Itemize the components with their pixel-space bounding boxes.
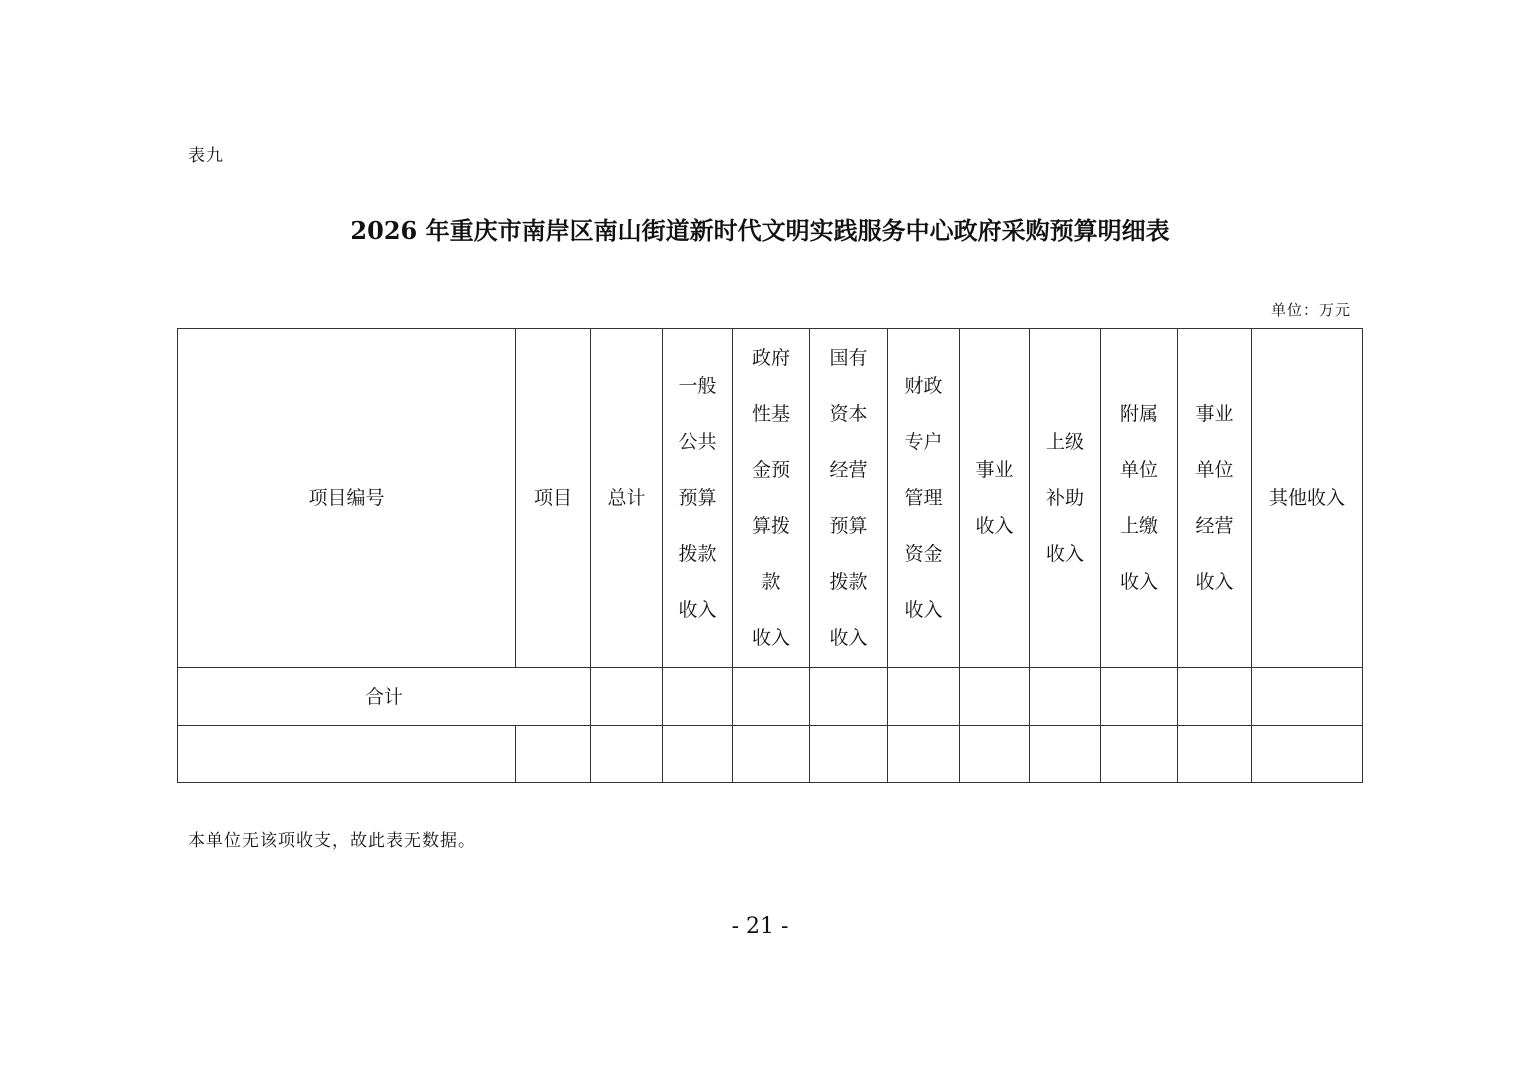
table-header-row xyxy=(178,329,1363,668)
table-cell xyxy=(1030,726,1101,783)
unit-label: 单位：万元 xyxy=(1270,301,1351,319)
table-row xyxy=(178,726,1363,783)
table-cell xyxy=(516,726,591,783)
table-cell xyxy=(733,726,810,783)
table-cell xyxy=(663,726,733,783)
table-cell xyxy=(810,726,888,783)
no-data-note: 本单位无该项收支，故此表无数据。 xyxy=(188,831,476,851)
table-cell xyxy=(960,726,1030,783)
table-cell xyxy=(1030,668,1101,726)
table-cell xyxy=(1101,726,1178,783)
header-general-public-budget: 一般 公共 预算 拨款 收入 xyxy=(663,329,733,668)
document-title: 2026 年重庆市南岸区南山街道新时代文明实践服务中心政府采购预算明细表 xyxy=(350,216,1170,245)
header-superior-subsidy: 上级 补助 收入 xyxy=(1030,329,1101,668)
header-project: 项目 xyxy=(516,329,591,668)
table-cell xyxy=(1178,668,1252,726)
table-number-label: 表九 xyxy=(188,146,224,166)
procurement-budget-table xyxy=(177,328,1363,783)
total-row xyxy=(178,668,1363,726)
header-state-capital-budget: 国有 资本 经营 预算 拨款 收入 xyxy=(810,329,888,668)
table-cell xyxy=(1101,668,1178,726)
table-cell xyxy=(733,668,810,726)
header-total: 总计 xyxy=(591,329,663,668)
header-other-income: 其他收入 xyxy=(1252,329,1363,668)
header-fiscal-special-account: 财政 专户 管理 资金 收入 xyxy=(888,329,960,668)
header-business-income: 事业 收入 xyxy=(960,329,1030,668)
header-operating-income: 事业 单位 经营 收入 xyxy=(1178,329,1252,668)
table-cell xyxy=(888,668,960,726)
table-cell xyxy=(960,668,1030,726)
total-row-label: 合计 xyxy=(178,668,591,726)
table-cell xyxy=(810,668,888,726)
table-cell xyxy=(1178,726,1252,783)
table-cell xyxy=(1252,668,1363,726)
header-affiliated-unit-income: 附属 单位 上缴 收入 xyxy=(1101,329,1178,668)
table-cell xyxy=(1252,726,1363,783)
table-cell xyxy=(888,726,960,783)
header-gov-fund-budget: 政府 性基 金预 算拨 款 收入 xyxy=(733,329,810,668)
header-project-code: 项目编号 xyxy=(178,329,516,668)
page-number: - 21 - xyxy=(731,914,789,939)
table-cell xyxy=(591,726,663,783)
table-cell xyxy=(178,726,516,783)
table-cell xyxy=(591,668,663,726)
table-cell xyxy=(663,668,733,726)
